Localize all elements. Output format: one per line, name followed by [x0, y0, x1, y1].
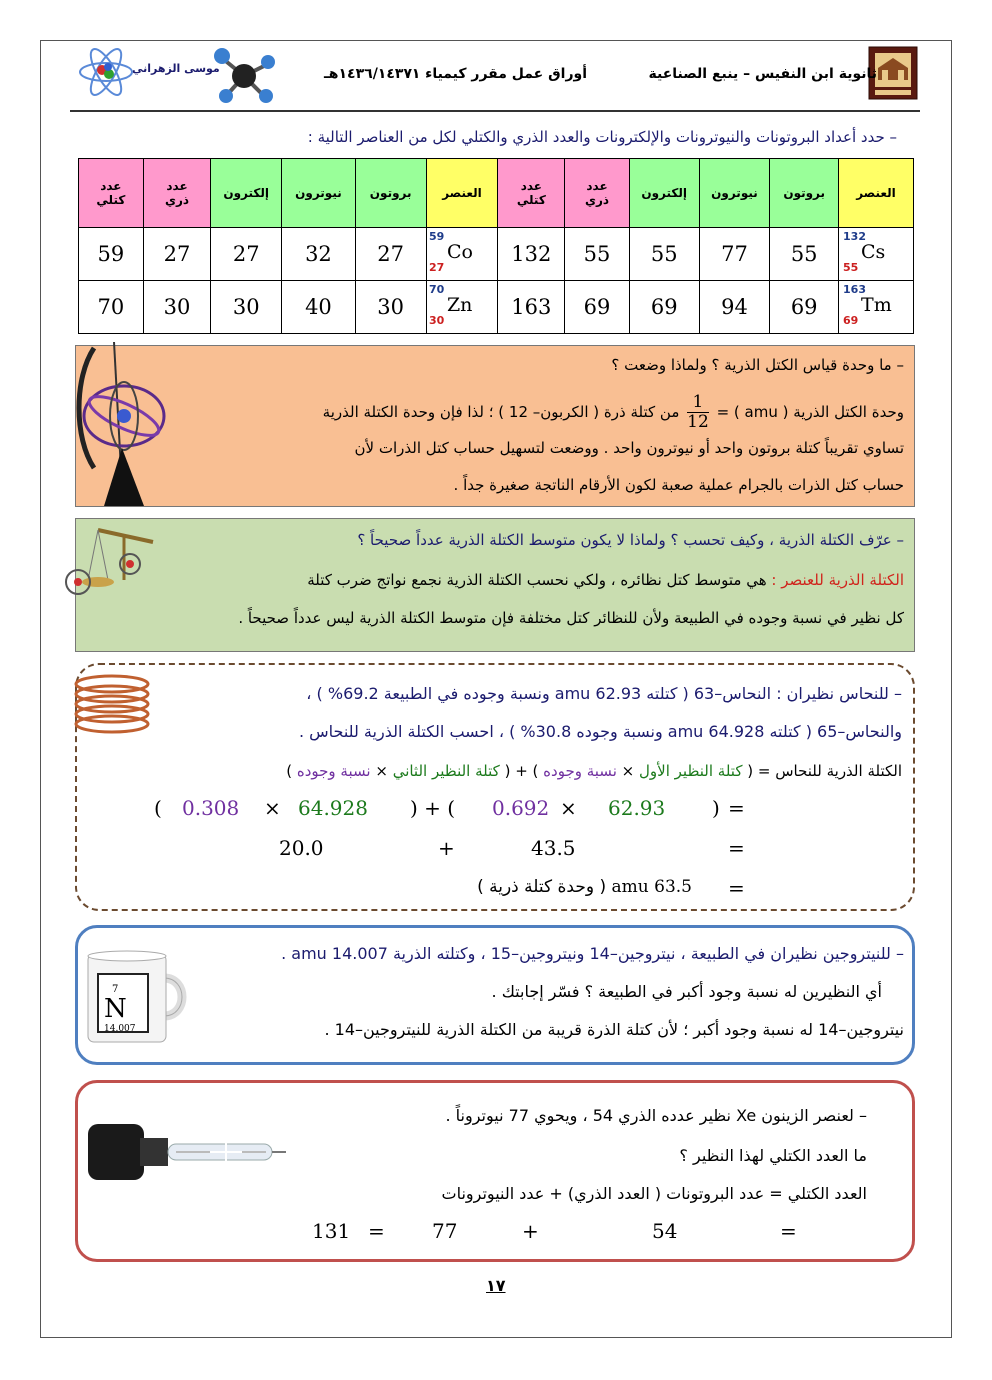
atom-icon	[78, 44, 134, 100]
header-neutron: نيوترون	[282, 159, 356, 228]
copper63-abundance: 0.692	[492, 796, 550, 820]
q2-line-3: حساب كتل الذرات بالجرام عملية صعبة لكون الأرقام الناتجة صغيرة جداً .	[453, 476, 904, 494]
copper63-mass: 62.93	[608, 796, 666, 820]
header-mass: عدد كتلي	[79, 159, 144, 228]
proton-cell: 69	[770, 281, 839, 334]
times-sign: ×	[264, 796, 281, 820]
eq-sign: =	[728, 796, 745, 820]
neutron-cell: 77	[699, 228, 770, 281]
mug-atomic-number: 7	[112, 984, 119, 995]
mass-number-cell: 70	[79, 281, 144, 334]
q5-line-3: نيتروجين–14 له نسبة وجود أكبر ؛ لأن كتلة الذرة قريبة من الكتلة الذرية للنيتروجين–14 .	[324, 1020, 904, 1039]
plus-sign: +	[438, 836, 455, 860]
header-electron: إلكترون	[211, 159, 282, 228]
element-cell: 132 Cs 55	[839, 228, 914, 281]
q5-line-1: – للنيتروجين نظيران في الطبيعة ، نيتروجين–14 ونيتروجين–15 ، وكتلته الذرية 14.007 amu .	[281, 944, 904, 963]
element-cell: 163 Tm 69	[839, 281, 914, 334]
q4-line-1: – للنحاس نظيران : النحاس–63 ( كتلته 62.93 amu ونسبة وجوده في الطبيعة 69.2% ) ،	[306, 684, 902, 703]
q4-line-2: والنحاس–65 ( كتلته 64.928 amu ونسبة وجوده 30.8% ) ، احسب الكتلة الذرية للنحاس .	[298, 722, 902, 741]
electron-cell: 55	[629, 228, 699, 281]
term-label: الكتلة الذرية للعنصر :	[771, 571, 904, 589]
gyroscope-icon	[74, 338, 174, 510]
header-mass: عدد كتلي	[498, 159, 565, 228]
mass-number-cell: 59	[79, 228, 144, 281]
header-rule	[70, 110, 920, 112]
q6-line-1: – لعنصر الزينون Xe نظير عدده الذري 54 ، ويحوي 77 نيوتروناً .	[445, 1106, 867, 1125]
xenon-bulb-icon	[86, 1110, 290, 1194]
element-cell: 59 Co 27	[426, 228, 498, 281]
academic-year: ١٤٣٦/١٤٣٧هـ	[324, 66, 412, 82]
proton-cell: 30	[355, 281, 426, 334]
proton-cell: 27	[355, 228, 426, 281]
header-element: العنصر	[839, 159, 914, 228]
table-row	[79, 228, 914, 281]
copper-coil-icon	[70, 670, 154, 740]
balance-scale-icon	[58, 520, 158, 608]
header-atomic: عدد ذري	[143, 159, 211, 228]
neutron-cell: 94	[699, 281, 770, 334]
electron-cell: 69	[629, 281, 699, 334]
atomic-number-cell: 69	[565, 281, 630, 334]
atomic-number-cell: 55	[565, 228, 630, 281]
paren: )	[712, 796, 720, 820]
header-proton: بروتون	[355, 159, 426, 228]
times-sign: ×	[560, 796, 577, 820]
q1-prompt: – حدد أعداد البروتونات والنيوترونات والإلكترونات والعدد الذري والكتلي لكل من العناصر التالية :	[307, 128, 897, 146]
plus-sign: +	[522, 1219, 539, 1243]
mass-number-cell: 132	[498, 228, 565, 281]
author-name: موسى الزهراني	[132, 62, 220, 75]
q3-line-2: كل نظير في نسبة وجوده في الطبيعة ولأن للنظائر كتل مختلفة فإن متوسط الكتلة الذرية ليس عدداً صحيحاً .	[238, 609, 904, 627]
q6-line-3: العدد الكتلي = عدد البروتونات ( العدد الذري) + عدد النيوترونات	[441, 1184, 867, 1203]
eq-sign: =	[368, 1219, 385, 1243]
paren-plus: ) + (	[410, 796, 456, 820]
q2-question: – ما وحدة قياس الكتل الذرية ؟ ولماذا وضعت ؟	[611, 356, 904, 374]
mug-atomic-mass: 14.007	[104, 1024, 136, 1034]
q3-line-1: الكتلة الذرية للعنصر : هي متوسط كتل نظائره ، ولكي نحسب الكتلة الذرية نجمع نواتج ضرب كتلة	[307, 571, 904, 589]
electron-cell: 30	[211, 281, 282, 334]
eq-sign: =	[728, 836, 745, 860]
product-2: 20.0	[279, 836, 324, 860]
mug-symbol: N	[104, 994, 127, 1024]
worksheet-title: أوراق عمل مقرر كيمياء ١	[411, 66, 587, 82]
neutron-cell: 40	[282, 281, 356, 334]
element-cell: 70 Zn 30	[426, 281, 498, 334]
eq-sign: =	[780, 1219, 797, 1243]
q4-formula: الكتلة الذرية للنحاس = ( كتلة النظير الأول × نسبة وجوده ) + ( كتلة النظير الثاني × نسبة وجوده )	[286, 762, 902, 780]
copper65-abundance: 0.308	[182, 796, 240, 820]
xenon-atomic-number: 54	[652, 1219, 678, 1243]
atomic-number-cell: 30	[143, 281, 211, 334]
proton-cell: 55	[770, 228, 839, 281]
table-row	[79, 281, 914, 334]
q2-line-2: تساوي تقريباً كتلة بروتون واحد أو نيوترون واحد . ووضعت لتسهيل حساب كتل الذرات لأن	[354, 439, 904, 457]
page-number: ١٧	[486, 1276, 506, 1295]
nitrogen-mug-icon	[84, 950, 188, 1046]
header-proton: بروتون	[770, 159, 839, 228]
q5-line-2: أي النظيرين له نسبة وجود أكبر في الطبيعة ؟ فسّر إجابتك .	[491, 982, 882, 1001]
neutron-cell: 32	[282, 228, 356, 281]
school-name: ثانوية ابن النفيس – ينبع الصناعية	[648, 66, 877, 82]
copper65-mass: 64.928	[298, 796, 368, 820]
header-electron: إلكترون	[629, 159, 699, 228]
table-header-row	[79, 159, 914, 228]
q2-line-1: وحدة الكتل الذرية ( amu ) = $\frac{1}{12}$ من كتلة ذرة ( الكربون– 12 ) ؛ لذا فإن وحدة الكتلة الذرية	[322, 392, 904, 432]
paren: (	[154, 796, 162, 820]
copper-result: 63.5 amu ( وحدة كتلة ذرية )	[477, 877, 692, 897]
mass-number-cell: 163	[498, 281, 565, 334]
fraction: $\frac{1}{12}$	[687, 392, 709, 432]
atomic-number-cell: 27	[143, 228, 211, 281]
q6-line-2: ما العدد الكتلي لهذا النظير ؟	[679, 1146, 867, 1165]
header-neutron: نيوترون	[699, 159, 770, 228]
q3-question: – عرّف الكتلة الذرية ، وكيف تحسب ؟ ولماذا لا يكون متوسط الكتلة الذرية عدداً صحيحاً ؟	[357, 531, 904, 549]
product-1: 43.5	[531, 836, 576, 860]
xenon-mass-number: 131	[312, 1219, 351, 1243]
header-atomic: عدد ذري	[565, 159, 630, 228]
elements-table	[78, 158, 914, 334]
xenon-neutrons: 77	[432, 1219, 458, 1243]
electron-cell: 27	[211, 228, 282, 281]
header-element: العنصر	[426, 159, 498, 228]
eq-sign: =	[728, 876, 745, 900]
